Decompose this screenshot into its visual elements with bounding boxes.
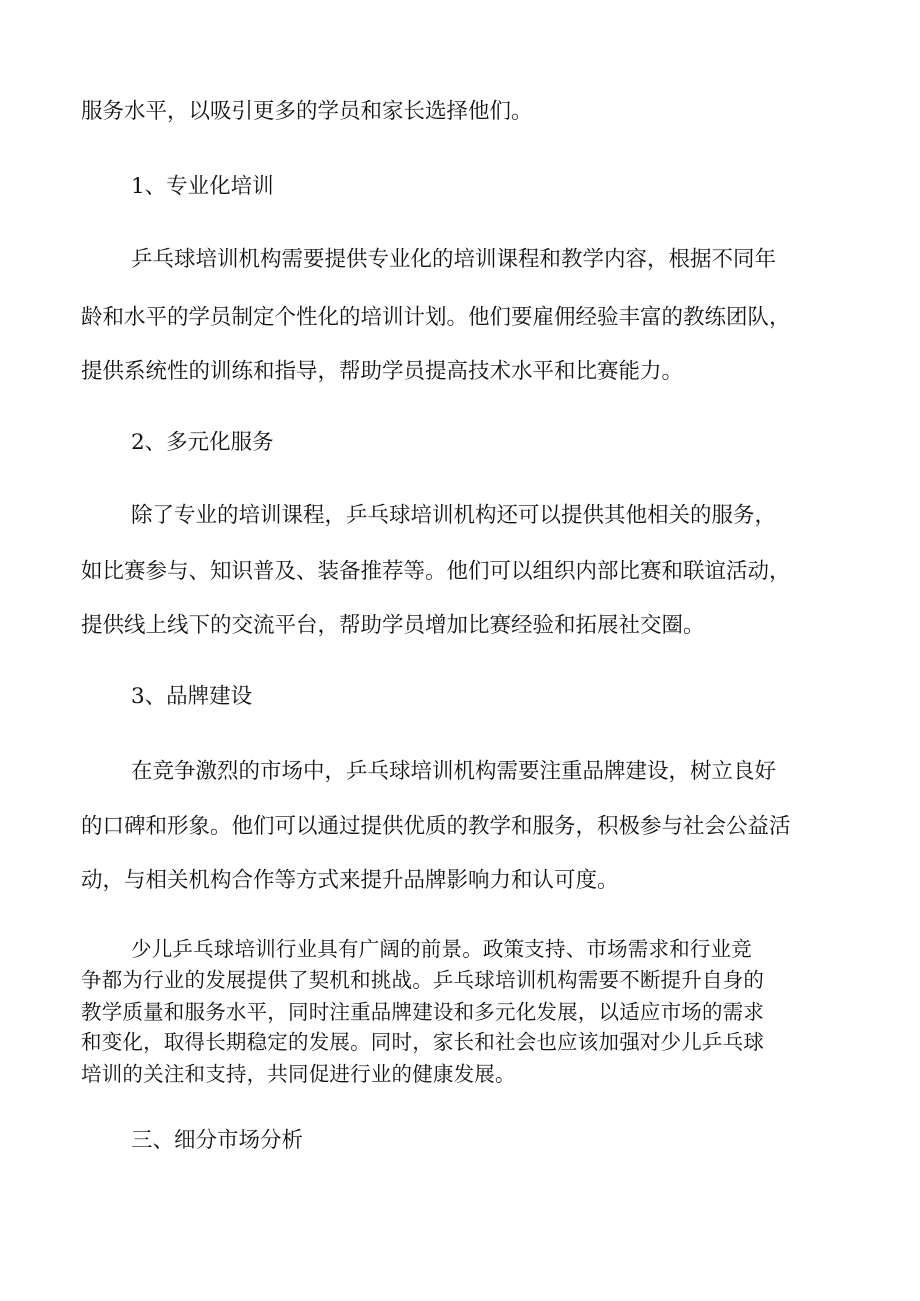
section-heading: 1、专业化培训 xyxy=(131,174,274,199)
paragraph-line: 培训的关注和支持，共同促进行业的健康发展。 xyxy=(81,1062,516,1086)
paragraph-line: 提供线上线下的交流平台，帮助学员增加比赛经验和拓展社交圈。 xyxy=(81,613,705,638)
paragraph-line: 动，与相关机构合作等方式来提升品牌影响力和认可度。 xyxy=(81,868,619,893)
paragraph-line: 如比赛参与、知识普及、装备推荐等。他们可以组织内部比赛和联谊活动， xyxy=(81,559,791,584)
section-heading: 三、细分市场分析 xyxy=(131,1128,304,1153)
paragraph-line: 教学质量和服务水平，同时注重品牌建设和多元化发展，以适应市场的需求 xyxy=(81,1000,765,1024)
paragraph-line: 和变化，取得长期稳定的发展。同时，家长和社会也应该加强对少儿乒乓球 xyxy=(81,1030,765,1054)
paragraph-line: 乒乓球培训机构需要提供专业化的培训课程和教学内容，根据不同年 xyxy=(131,247,777,272)
paragraph-line: 少儿乒乓球培训行业具有广阔的前景。政策支持、市场需求和行业竞 xyxy=(131,937,752,961)
paragraph-line: 提供系统性的训练和指导，帮助学员提高技术水平和比赛能力。 xyxy=(81,359,684,384)
paragraph-line: 除了专业的培训课程，乒乓球培训机构还可以提供其他相关的服务， xyxy=(131,503,777,528)
section-heading: 3、品牌建设 xyxy=(131,684,253,709)
paragraph-line: 在竞争激烈的市场中，乒乓球培训机构需要注重品牌建设，树立良好 xyxy=(131,759,777,784)
section-heading: 2、多元化服务 xyxy=(131,430,274,455)
paragraph-line: 服务水平，以吸引更多的学员和家长选择他们。 xyxy=(81,99,533,124)
paragraph-line: 争都为行业的发展提供了契机和挑战。乒乓球培训机构需要不断提升自身的 xyxy=(81,968,765,992)
paragraph-line: 龄和水平的学员制定个性化的培训计划。他们要雇佣经验丰富的教练团队， xyxy=(81,305,791,330)
paragraph-line: 的口碑和形象。他们可以通过提供优质的教学和服务，积极参与社会公益活 xyxy=(81,814,791,839)
